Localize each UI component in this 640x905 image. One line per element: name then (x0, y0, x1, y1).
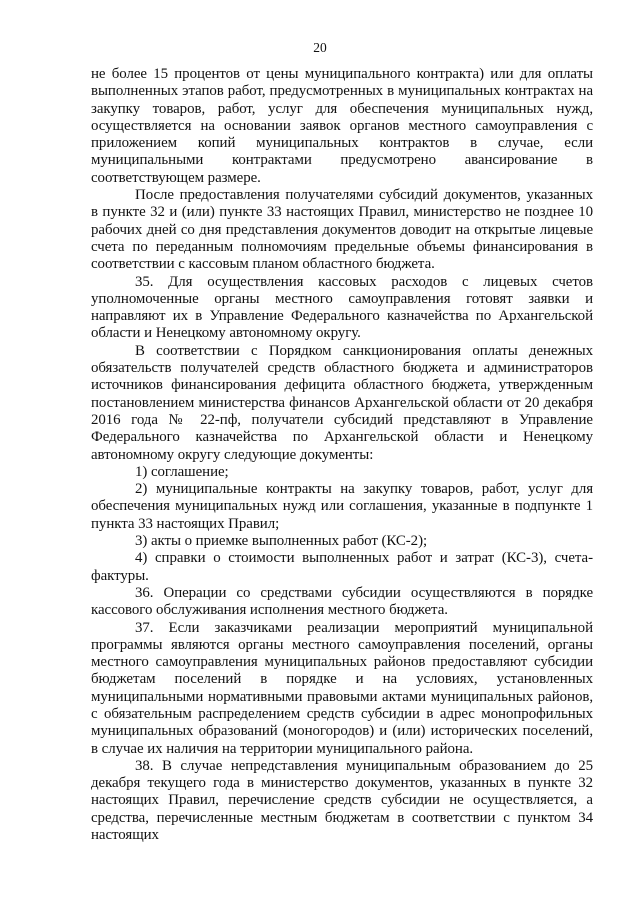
list-item-agreement: 1) соглашение; (135, 463, 229, 480)
list-item-certificates-ks3: 4) справки о стоимости выполненных работ и затрат (КС-3), счета-фактуры. (91, 550, 593, 584)
paragraph-item-38: 38. В случае непредставления муниципальным образованием до 25 декабря текущего года в министерство документов, указанных в пункте 32 настоящих Правил, перечисление средств субсидии не осуществляется, а средства, перечисленные местным бюджетам в соответствии с пунктом 34 настоящих (91, 757, 593, 844)
page-number: 20 (313, 40, 327, 55)
document-body (91, 66, 593, 844)
list-item-acts-ks2: 3) акты о приемке выполненных работ (КС-2); (135, 533, 428, 550)
list-item-contracts: 2) муниципальные контракты на закупку товаров, работ, услуг для обеспечения муниципальных нужд или соглашения, указанные в подпункте 1 пункта 33 настоящих Правил; (91, 481, 593, 532)
paragraph-documents-list-intro: В соответствии с Порядком санкционирования оплаты денежных обязательств получателей средств областного бюджета и администраторов источников финансирования дефицита областного бюджета, утвержденным постановлением министерства финансов Архангельской области от 20 декабря 2016 года № 22-пф, получатели субсидий представляют в Управление Федерального казначейства по Архангельской области и Ненецкому автономному округу следующие документы: (91, 342, 593, 463)
paragraph-item-35: 35. Для осуществления кассовых расходов с лицевых счетов уполномоченные органы местного самоуправления готовят заявки и направляют их в Управление Федерального казначейства по Архангельской области и Ненецкому автономному округу. (91, 273, 593, 342)
paragraph-item-37: 37. Если заказчиками реализации мероприятий муниципальной программы являются органы местного самоуправления поселений, органы местного самоуправления муниципальных районов предоставляют субсидии бюджетам поселений в порядке и на условиях, установленных муниципальными нормативными правовыми актами муниципальных районов, с обязательным распределением средств субсидии в адрес монопрофильных муниципальных образований (моногородов) и (или) исторических поселений, в случае их наличия на территории муниципального района. (91, 619, 593, 757)
paragraph-funding-limits: После предоставления получателями субсидий документов, указанных в пункте 32 и (или) пункте 33 настоящих Правил, министерство не позднее 10 рабочих дней со дня представления документов доводит на открытые лицевые счета по переданным полномочиям предельные объемы финансирования в соответствии с кассовым планом областного бюджета. (91, 187, 593, 273)
paragraph-continuation: не более 15 процентов от цены муниципального контракта) или для оплаты выполненных этапов работ, предусмотренных в муниципальных контрактах на закупку товаров, работ, услуг для обеспечения муниципальных нужд, осуществляется на основании заявок органов местного самоуправления с приложением копий муниципальных контрактов в случае, если муниципальными контрактами предусмотрено авансирование в соответствующем размере. (91, 66, 593, 186)
paragraph-item-36: 36. Операции со средствами субсидии осуществляются в порядке кассового обслуживания исполнения местного бюджета. (91, 584, 593, 619)
